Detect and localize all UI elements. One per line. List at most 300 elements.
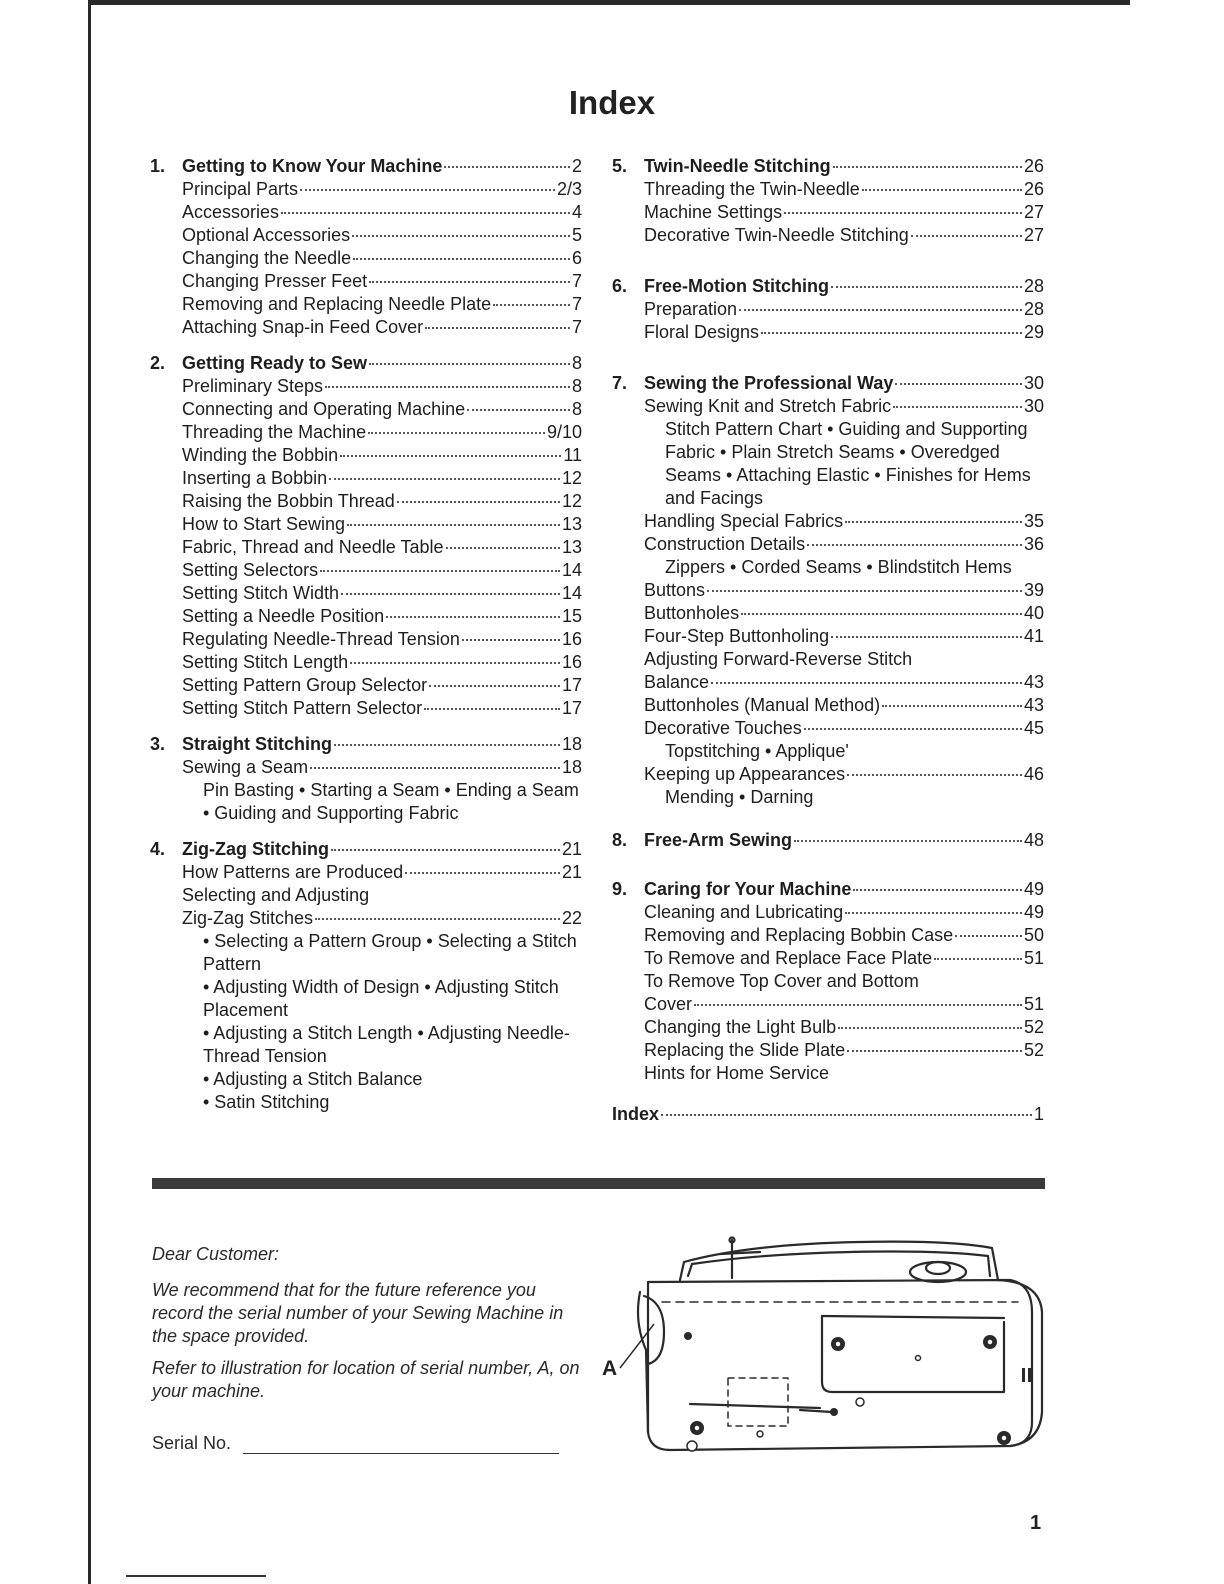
index-entry-line[interactable] xyxy=(612,1062,1044,1085)
page-ref: 5 xyxy=(571,225,582,245)
dot-leader xyxy=(300,189,555,191)
dot-leader xyxy=(739,309,1022,311)
entry-subtopics xyxy=(612,418,1044,510)
callout-label: A xyxy=(602,1357,618,1380)
entry-title: Threading the Machine xyxy=(182,422,367,442)
index-section-7 xyxy=(612,372,1044,809)
index-entry[interactable] xyxy=(612,671,1044,694)
index-entry[interactable] xyxy=(150,605,582,628)
dot-leader xyxy=(310,767,560,769)
section-heading[interactable] xyxy=(150,733,582,756)
index-entry[interactable] xyxy=(612,395,1044,418)
dot-leader xyxy=(334,744,560,746)
page-ref: 40 xyxy=(1023,603,1044,623)
bullet-text: • Adjusting Width of Design • Adjusting Stitch Placement xyxy=(203,977,559,1020)
dot-leader xyxy=(845,912,1022,914)
entry-title: To Remove Top Cover and Bottom xyxy=(644,971,919,991)
entry-title: Adjusting Forward-Reverse Stitch xyxy=(644,649,913,669)
index-entry[interactable] xyxy=(150,398,582,421)
page-ref: 13 xyxy=(561,514,582,534)
entry-title: Threading the Twin-Needle xyxy=(644,179,860,199)
index-entry[interactable] xyxy=(150,756,582,779)
page-ref: 48 xyxy=(1023,830,1044,850)
page-ref: 36 xyxy=(1023,534,1044,554)
entry-title: Buttonholes (Manual Method) xyxy=(644,695,881,715)
dot-leader xyxy=(329,478,560,480)
page-ref: 14 xyxy=(561,560,582,580)
page-ref: 17 xyxy=(561,698,582,718)
screw-dot xyxy=(830,1408,838,1416)
scan-edge-line xyxy=(88,0,91,1584)
index-entry[interactable] xyxy=(612,533,1044,556)
page-ref: 18 xyxy=(561,734,582,754)
screw-dot xyxy=(684,1332,692,1340)
page-ref: 30 xyxy=(1023,396,1044,416)
index-entry[interactable] xyxy=(150,536,582,559)
page-ref: 13 xyxy=(561,537,582,557)
page-ref: 28 xyxy=(1023,276,1044,296)
entry-title: Setting a Needle Position xyxy=(182,606,385,626)
customer-greeting: Dear Customer: xyxy=(152,1244,280,1264)
index-entry[interactable] xyxy=(150,674,582,697)
entry-title: Inserting a Bobbin xyxy=(182,468,328,488)
page-ref: 12 xyxy=(561,491,582,511)
page-ref: 22 xyxy=(561,908,582,928)
bullet-item xyxy=(150,930,582,976)
dot-leader xyxy=(741,613,1022,615)
dot-leader xyxy=(331,849,560,851)
dot-leader xyxy=(315,918,560,920)
section-heading[interactable] xyxy=(612,275,1044,298)
page-ref: 50 xyxy=(1023,925,1044,945)
page-ref: 7 xyxy=(571,317,582,337)
entry-title: To Remove and Replace Face Plate xyxy=(644,948,933,968)
entry-title: Decorative Twin-Needle Stitching xyxy=(644,225,909,245)
entry-title: Zig-Zag Stitches xyxy=(182,908,314,928)
entry-subtopics xyxy=(612,740,1044,763)
bullet-text: • Selecting a Pattern Group • Selecting a Stitch Pattern xyxy=(203,931,577,974)
entry-title: Setting Stitch Pattern Selector xyxy=(182,698,423,718)
index-section-3 xyxy=(150,733,582,825)
section-title: Zig-Zag Stitching xyxy=(182,839,329,859)
section-number: 6. xyxy=(612,276,628,296)
dot-leader xyxy=(397,501,560,503)
serial-number-field xyxy=(152,1433,559,1454)
entry-title: Changing the Light Bulb xyxy=(644,1017,837,1037)
entry-title: Attaching Snap-in Feed Cover xyxy=(182,317,424,337)
page-ref: 28 xyxy=(1023,299,1044,319)
entry-title: Balance xyxy=(644,672,710,692)
page-ref: 51 xyxy=(1023,948,1044,968)
bullet-text: • Satin Stitching xyxy=(203,1092,330,1112)
page-margin xyxy=(0,0,90,1584)
dot-leader xyxy=(493,304,570,306)
entry-title: Fabric, Thread and Needle Table xyxy=(182,537,444,557)
dot-leader xyxy=(369,363,570,365)
entry-title: Principal Parts xyxy=(182,179,299,199)
index-entry[interactable] xyxy=(612,694,1044,717)
entry-title: Accessories xyxy=(182,202,280,222)
page-ref: 21 xyxy=(561,839,582,859)
subtopics-text: Mending • Darning xyxy=(665,787,814,807)
dot-leader xyxy=(425,327,570,329)
subtopics-text: Topstitching • Applique' xyxy=(665,741,849,761)
dot-leader xyxy=(911,235,1022,237)
index-entry[interactable] xyxy=(612,321,1044,344)
dot-leader xyxy=(761,332,1022,334)
index-entry[interactable] xyxy=(150,559,582,582)
page-ref: 52 xyxy=(1023,1040,1044,1060)
index-entry[interactable] xyxy=(150,467,582,490)
index-entry[interactable] xyxy=(612,993,1044,1016)
page-ref: 51 xyxy=(1023,994,1044,1014)
dot-leader xyxy=(340,455,561,457)
index-entry[interactable] xyxy=(150,651,582,674)
dot-leader xyxy=(955,935,1022,937)
page-ref: 7 xyxy=(571,271,582,291)
entry-title: Keeping up Appearances xyxy=(644,764,846,784)
dot-leader xyxy=(707,590,1022,592)
index-entry[interactable] xyxy=(150,224,582,247)
index-entry[interactable] xyxy=(612,625,1044,648)
dot-leader xyxy=(467,409,570,411)
dot-leader xyxy=(661,1114,1032,1116)
page-ref: 16 xyxy=(561,652,582,672)
dot-leader xyxy=(325,386,570,388)
page-ref: 2/3 xyxy=(556,179,582,199)
index-final-entry xyxy=(612,1103,1044,1126)
index-section-8 xyxy=(612,829,1044,852)
small-hole xyxy=(856,1398,864,1406)
entry-title: Machine Settings xyxy=(644,202,783,222)
dot-leader xyxy=(352,235,570,237)
entry-title: Buttonholes xyxy=(644,603,740,623)
dot-leader xyxy=(462,639,560,641)
page-ref: 21 xyxy=(561,862,582,882)
subtopics-text: Pin Basting • Starting a Seam • Ending a Seam • Guiding and Supporting Fabric xyxy=(203,780,579,823)
index-entry[interactable] xyxy=(612,579,1044,602)
section-title: Twin-Needle Stitching xyxy=(644,156,831,176)
entry-title: Construction Details xyxy=(644,534,806,554)
serial-label: Serial No. xyxy=(152,1433,232,1453)
dot-leader xyxy=(353,258,570,260)
small-hole xyxy=(687,1441,697,1451)
entry-title: Winding the Bobbin xyxy=(182,445,339,465)
dot-leader xyxy=(347,524,560,526)
index-entry[interactable] xyxy=(150,697,582,720)
page-ref: 15 xyxy=(561,606,582,626)
dot-leader xyxy=(895,383,1022,385)
entry-title: Removing and Replacing Bobbin Case xyxy=(644,925,954,945)
machine-top-outline xyxy=(680,1242,998,1280)
section-number: 2. xyxy=(150,353,166,373)
bullet-item xyxy=(150,1068,582,1091)
index-section-5 xyxy=(612,155,1044,247)
entry-title: Cleaning and Lubricating xyxy=(644,902,844,922)
index-entry[interactable] xyxy=(612,947,1044,970)
section-number: 5. xyxy=(612,156,628,176)
dot-leader xyxy=(368,432,545,434)
index-entry[interactable] xyxy=(150,582,582,605)
dot-leader xyxy=(429,685,560,687)
index-section-9 xyxy=(612,878,1044,1085)
dot-leader xyxy=(934,958,1022,960)
entry-title: Changing Presser Feet xyxy=(182,271,368,291)
customer-paragraph: Refer to illustration for location of serial number, A, on your machine. xyxy=(152,1358,580,1401)
index-entry[interactable] xyxy=(150,628,582,651)
page-ref: 45 xyxy=(1023,718,1044,738)
index-entry[interactable] xyxy=(150,270,582,293)
index-entry[interactable] xyxy=(150,861,582,884)
page-ref: 16 xyxy=(561,629,582,649)
dot-leader xyxy=(838,1027,1022,1029)
dot-leader xyxy=(341,593,560,595)
subtopics-text: Zippers • Corded Seams • Blindstitch Hems xyxy=(665,557,1012,577)
side-slot xyxy=(1022,1368,1025,1382)
bullet-text: • Adjusting a Stitch Length • Adjusting Needle-Thread Tension xyxy=(203,1023,570,1066)
customer-note xyxy=(152,1243,582,1412)
bullet-item xyxy=(150,1022,582,1068)
page-ref: 30 xyxy=(1023,373,1044,393)
page-ref: 46 xyxy=(1023,764,1044,784)
entry-title: Buttons xyxy=(644,580,706,600)
page-ref: 26 xyxy=(1023,179,1044,199)
entry-title: Preparation xyxy=(644,299,738,319)
page-title: Index xyxy=(568,84,656,121)
section-title: Free-Arm Sewing xyxy=(644,830,793,850)
page-ref: 43 xyxy=(1023,695,1044,715)
section-number: 8. xyxy=(612,830,628,850)
dot-leader xyxy=(853,889,1022,891)
entry-title: Floral Designs xyxy=(644,322,760,342)
index-entry[interactable] xyxy=(612,224,1044,247)
entry-title: Regulating Needle-Thread Tension xyxy=(182,629,460,649)
page-ref: 8 xyxy=(571,353,582,373)
dot-leader xyxy=(831,286,1022,288)
index-entry[interactable] xyxy=(612,717,1044,740)
index-entry[interactable] xyxy=(150,421,582,444)
page-ref: 35 xyxy=(1023,511,1044,531)
page-ref: 6 xyxy=(571,248,582,268)
index-section-2 xyxy=(150,352,582,720)
index-section-1 xyxy=(150,155,582,339)
dot-leader xyxy=(784,212,1022,214)
page-ref: 18 xyxy=(561,757,582,777)
page-ref: 41 xyxy=(1023,626,1044,646)
page-ref: 4 xyxy=(571,202,582,222)
page-ref: 27 xyxy=(1023,225,1044,245)
section-title: Straight Stitching xyxy=(182,734,332,754)
dot-leader xyxy=(444,166,570,168)
entry-subtopics xyxy=(150,779,582,825)
entry-title: Setting Pattern Group Selector xyxy=(182,675,428,695)
section-heading[interactable] xyxy=(612,372,1044,395)
section-number: 7. xyxy=(612,373,628,393)
entry-title: Handling Special Fabrics xyxy=(644,511,844,531)
page-ref: 1 xyxy=(1033,1104,1044,1124)
index-entry[interactable] xyxy=(612,298,1044,321)
page-ref: 12 xyxy=(561,468,582,488)
dot-leader xyxy=(862,189,1022,191)
dot-leader xyxy=(833,166,1022,168)
page-ref: 27 xyxy=(1023,202,1044,222)
section-heading[interactable] xyxy=(612,829,1044,852)
page-ref: 14 xyxy=(561,583,582,603)
index-entry-line xyxy=(150,884,582,907)
index-entry[interactable] xyxy=(150,513,582,536)
small-hole xyxy=(757,1431,763,1437)
index-entry[interactable] xyxy=(150,490,582,513)
page-ref: 26 xyxy=(1023,156,1044,176)
index-entry[interactable] xyxy=(150,293,582,316)
index-entry[interactable] xyxy=(150,444,582,467)
section-title: Sewing the Professional Way xyxy=(644,373,894,393)
dot-leader xyxy=(845,521,1022,523)
dot-leader xyxy=(711,682,1022,684)
dot-leader xyxy=(831,636,1022,638)
section-number: 4. xyxy=(150,839,166,859)
section-heading[interactable] xyxy=(150,155,582,178)
entry-title: Preliminary Steps xyxy=(182,376,324,396)
dot-leader xyxy=(350,662,560,664)
entry-title: Changing the Needle xyxy=(182,248,352,268)
dot-leader xyxy=(847,1050,1022,1052)
entry-subtopics xyxy=(612,786,1044,809)
index-entry[interactable] xyxy=(612,602,1044,625)
divider-rule xyxy=(152,1178,1045,1189)
section-heading[interactable] xyxy=(612,155,1044,178)
dot-leader xyxy=(882,705,1022,707)
index-entry[interactable] xyxy=(612,924,1044,947)
dot-leader xyxy=(320,570,560,572)
index-section-6 xyxy=(612,275,1044,344)
page-ref: 52 xyxy=(1023,1017,1044,1037)
section-heading[interactable] xyxy=(150,352,582,375)
serial-blank-line[interactable] xyxy=(243,1435,559,1454)
index-entry-line xyxy=(612,970,1044,993)
entry-title: Selecting and Adjusting xyxy=(182,885,370,905)
entry-title: Hints for Home Service xyxy=(644,1063,830,1083)
index-left-column xyxy=(150,155,582,1127)
index-entry[interactable] xyxy=(150,316,582,339)
handwheel-top xyxy=(910,1262,966,1282)
entry-title: Connecting and Operating Machine xyxy=(182,399,466,419)
dot-leader xyxy=(804,728,1022,730)
scan-top-edge xyxy=(90,0,1130,5)
dot-leader xyxy=(386,616,560,618)
index-entry[interactable] xyxy=(150,178,582,201)
entry-title: Decorative Touches xyxy=(644,718,802,738)
dot-leader xyxy=(424,708,560,710)
section-title: Caring for Your Machine xyxy=(644,879,852,899)
dot-leader xyxy=(893,406,1022,408)
index-entry[interactable] xyxy=(150,201,582,224)
bullet-item xyxy=(150,976,582,1022)
index-entry[interactable] xyxy=(612,901,1044,924)
section-number: 3. xyxy=(150,734,166,754)
dot-leader xyxy=(405,872,560,874)
page-number: 1 xyxy=(1030,1512,1042,1534)
page-ref: 39 xyxy=(1023,580,1044,600)
entry-title: Four-Step Buttonholing xyxy=(644,626,830,646)
customer-paragraph: We recommend that for the future reference you record the serial number of your Sewing Machine in the space provided. xyxy=(152,1280,564,1346)
section-heading[interactable] xyxy=(612,878,1044,901)
small-hole xyxy=(916,1356,921,1361)
entry-title: Setting Selectors xyxy=(182,560,319,580)
index-section-4 xyxy=(150,838,582,1114)
entry-subtopics xyxy=(612,556,1044,579)
dot-leader xyxy=(847,774,1022,776)
entry-title: Optional Accessories xyxy=(182,225,351,245)
dot-leader xyxy=(794,840,1022,842)
scan-mark xyxy=(126,1575,266,1577)
section-number: 9. xyxy=(612,879,628,899)
entry-title: Sewing Knit and Stretch Fabric xyxy=(644,396,892,416)
index-entry[interactable] xyxy=(612,510,1044,533)
index-entry[interactable] xyxy=(612,178,1044,201)
index-entry[interactable] xyxy=(150,375,582,398)
entry-title: Removing and Replacing Needle Plate xyxy=(182,294,492,314)
bullet-item xyxy=(150,1091,582,1114)
index-entry[interactable] xyxy=(150,247,582,270)
sewing-machine-illustration xyxy=(600,1232,1050,1464)
index-entry[interactable] xyxy=(612,763,1044,786)
dot-leader xyxy=(446,547,560,549)
page-ref: 2 xyxy=(571,156,582,176)
section-title: Free-Motion Stitching xyxy=(644,276,829,296)
section-title: Getting to Know Your Machine xyxy=(182,156,443,176)
index-entry[interactable] xyxy=(612,1039,1044,1062)
section-heading[interactable] xyxy=(150,838,582,861)
page-ref: 43 xyxy=(1023,672,1044,692)
page-ref: 11 xyxy=(563,445,582,465)
index-entry[interactable] xyxy=(612,1103,1044,1126)
entry-title: Index xyxy=(612,1104,660,1124)
entry-title: Replacing the Slide Plate xyxy=(644,1040,846,1060)
page-ref: 49 xyxy=(1023,902,1044,922)
page-ref: 49 xyxy=(1023,879,1044,899)
entry-title: How to Start Sewing xyxy=(182,514,346,534)
base-plate xyxy=(822,1316,1004,1392)
entry-title: How Patterns are Produced xyxy=(182,862,404,882)
dot-leader xyxy=(369,281,570,283)
dot-leader xyxy=(281,212,570,214)
page-ref: 8 xyxy=(571,399,582,419)
entry-title: Raising the Bobbin Thread xyxy=(182,491,395,511)
machine-left-curve xyxy=(638,1292,648,1432)
index-entry[interactable] xyxy=(150,907,582,930)
page-ref: 29 xyxy=(1023,322,1044,342)
page-ref: 7 xyxy=(571,294,582,314)
entry-title: Sewing a Seam xyxy=(182,757,309,777)
bullet-text: • Adjusting a Stitch Balance xyxy=(203,1069,423,1089)
index-entry[interactable] xyxy=(612,1016,1044,1039)
page-ref: 17 xyxy=(561,675,582,695)
subtopics-text: Stitch Pattern Chart • Guiding and Supporting Fabric • Plain Stretch Seams • Overedged Seams • Attaching Elastic • Finishes for Hems and Facings xyxy=(665,419,1031,508)
index-entry[interactable] xyxy=(612,201,1044,224)
dot-leader xyxy=(807,544,1022,546)
page-ref: 9/10 xyxy=(546,422,582,442)
entry-title: Setting Stitch Length xyxy=(182,652,349,672)
index-right-column xyxy=(612,155,1044,1139)
side-slot xyxy=(1028,1368,1031,1382)
section-number: 1. xyxy=(150,156,166,176)
entry-title: Setting Stitch Width xyxy=(182,583,340,603)
dot-leader xyxy=(694,1004,1022,1006)
entry-title: Cover xyxy=(644,994,693,1014)
machine-body xyxy=(648,1280,1032,1450)
page-ref: 8 xyxy=(571,376,582,396)
